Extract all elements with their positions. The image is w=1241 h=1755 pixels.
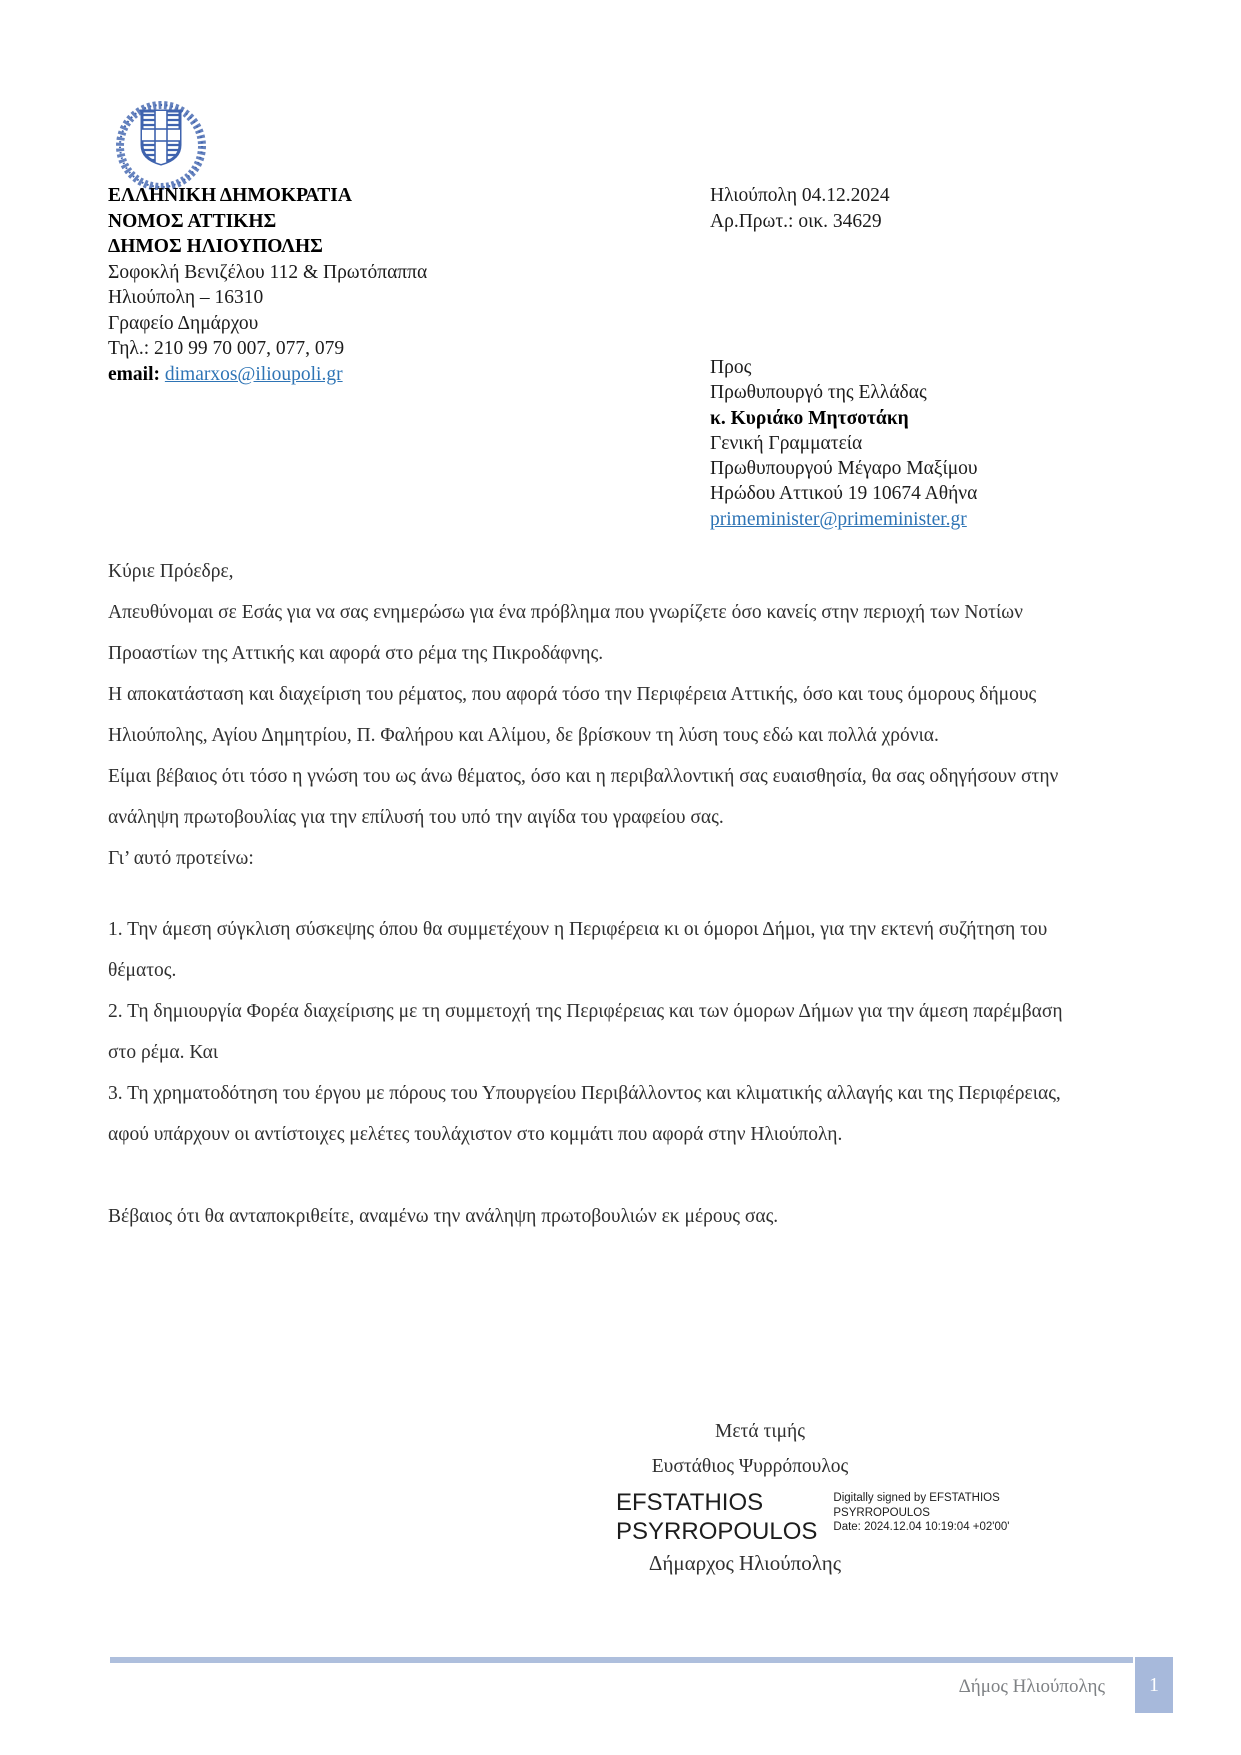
digital-signature-details: Digitally signed by EFSTATHIOS PSYRROPOULOS Date: 2024.12.04 10:19:04 +02'00' <box>833 1492 1010 1533</box>
meta-block <box>710 183 890 234</box>
sender-block <box>108 183 427 387</box>
proposal-item: 1. Την άμεση σύγκλιση σύσκεψης όπου θα συμμετέχουν η Περιφέρεια κι οι όμοροι Δήμοι, για την εκτενή συζήτηση του θέματος. <box>108 919 1048 981</box>
page-number: 1 <box>1149 1673 1159 1696</box>
closing-line: Βέβαιος ότι θα ανταποκριθείτε, αναμένω την ανάληψη πρωτοβουλιών εκ μέρους σας. <box>108 1206 779 1227</box>
sender-org-line: ΝΟΜΟΣ ΑΤΤΙΚΗΣ <box>108 210 277 232</box>
recipient-line: Πρωθυπουργού Μέγαρο Μαξίμου <box>710 458 978 480</box>
sender-address-line: Ηλιούπολη – 16310 <box>108 287 264 308</box>
proposal-item: 2. Τη δημιουργία Φορέα διαχείρισης με τη συμμετοχή της Περιφέρειας και των όμορων Δήμων για την άμεση παρέμβαση στο ρέμα. Και <box>108 1001 1063 1063</box>
footer-municipality-text: Δήμος Ηλιούπολης <box>958 1676 1105 1697</box>
digital-signature-block <box>616 1488 1009 1546</box>
body-paragraph: Γι’ αυτό προτείνω: <box>108 848 254 869</box>
proposal-list <box>108 909 1086 1155</box>
valediction: Μετά τιμής <box>715 1421 805 1442</box>
proposal-item: 3. Τη χρηματοδότηση του έργου με πόρους του Υπουργείου Περιβάλλοντος και κλιματικής αλλαγής και της Περιφέρειας, αφού υπάρχουν οι αντίστοιχες μελέτες τουλάχιστον στο κομμάτι που αφορά στην Ηλιούπολη. <box>108 1083 1061 1145</box>
sender-email-link[interactable]: dimarxos@ilioupoli.gr <box>164 363 343 385</box>
recipient-name: κ. Κυριάκο Μητσοτάκη <box>710 407 909 429</box>
recipient-email-link[interactable]: primeminister@primeminister.gr <box>710 508 967 530</box>
recipient-block <box>710 355 978 532</box>
recipient-email-line <box>710 507 978 532</box>
recipient-line: Πρωθυπουργό της Ελλάδας <box>710 382 927 404</box>
letter-body <box>108 551 1086 1237</box>
body-paragraph: Η αποκατάσταση και διαχείριση του ρέματος, που αφορά τόσο την Περιφέρεια Αττικής, όσο και τους όμορους δήμους Ηλιούπολης, Αγίου Δημητρίου, Π. Φαλήρου και Αλίμου, δε βρίσκουν τη λύση τους εδώ και πολλά χρόνια. <box>108 684 1037 746</box>
signatory-name: Ευστάθιος Ψυρρόπουλος <box>651 1456 849 1477</box>
recipient-line: Ηρώδου Αττικού 19 10674 Αθήνα <box>710 483 978 505</box>
sender-org-line: ΕΛΛΗΝΙΚΗ ΔΗΜΟΚΡΑΤΙΑ <box>108 185 352 206</box>
body-paragraph: Απευθύνομαι σε Εσάς για να σας ενημερώσω για ένα πρόβλημα που γνωρίζετε όσο κανείς στην περιοχή των Νοτίων Προαστίων της Αττικής και αφορά στο ρέμα της Πικροδάφνης. <box>108 602 1023 664</box>
sender-address-line: Γραφείο Δημάρχου <box>108 312 259 334</box>
footer-divider-bar <box>110 1657 1133 1663</box>
recipient-to-label: Προς <box>710 357 752 378</box>
sender-address-line: Σοφοκλή Βενιζέλου 112 & Πρωτόπαππα <box>108 261 428 283</box>
page-number-box <box>1135 1657 1173 1713</box>
sender-email-line <box>108 362 427 388</box>
sender-phone-line: Τηλ.: 210 99 70 007, 077, 079 <box>108 338 345 359</box>
place-date: Ηλιούπολη 04.12.2024 <box>710 185 890 206</box>
sender-org-line: ΔΗΜΟΣ ΗΛΙΟΥΠΟΛΗΣ <box>108 236 323 257</box>
recipient-line: Γενική Γραμματεία <box>710 432 863 454</box>
email-label: email: <box>108 363 160 385</box>
protocol-number: Αρ.Πρωτ.: οικ. 34629 <box>710 210 882 232</box>
body-paragraph: Είμαι βέβαιος ότι τόσο η γνώση του ως άνω θέματος, όσο και η περιβαλλοντική σας ευαισθησία, θα σας οδηγήσουν στην ανάληψη πρωτοβουλίας για την επίλυσή του υπό την αιγίδα του γραφείου σας. <box>108 766 1059 828</box>
greek-national-emblem-icon <box>108 96 214 190</box>
digital-signature-name: EFSTATHIOS PSYRROPOULOS <box>616 1489 818 1545</box>
salutation: Κύριε Πρόεδρε, <box>108 561 234 582</box>
signatory-title: Δήμαρχος Ηλιούπολης <box>648 1551 842 1575</box>
